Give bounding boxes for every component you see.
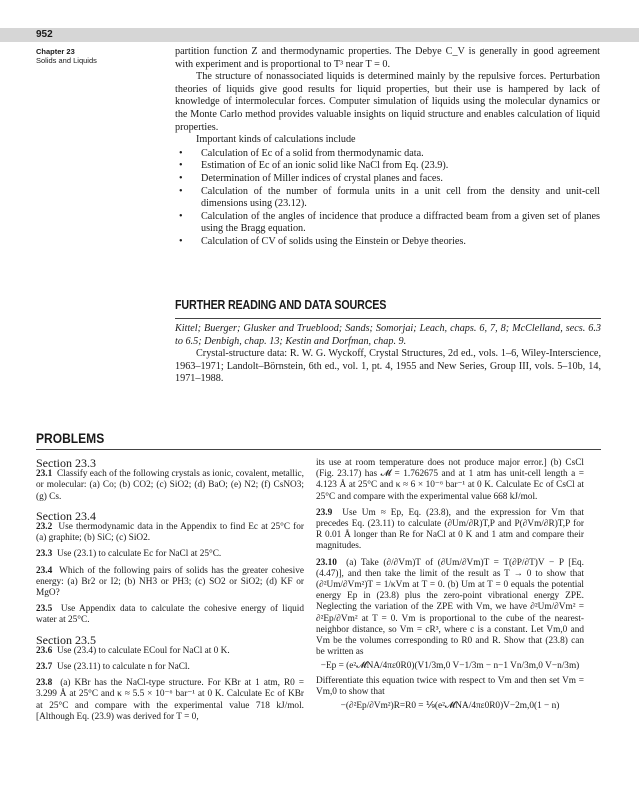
- problem-23-8-continued: its use at room temperature does not produce major error.] (b) CsCl (Fig. 23.17) has 𝓜 = 1.762675 and at 1 atm has unit-cell length a = 4.123 Å at 25°C and κ ≈ 6 × 10⁻⁶ bar⁻¹ at 0 K. Calculate Ec of CsCl at 25°C and compare with the experimental value 668 kJ/mol.: [316, 458, 584, 502]
- intro-paragraph-3: Important kinds of calculations include: [196, 134, 356, 146]
- problem-text: (a) KBr has the NaCl-type structure. For KBr at 1 atm, R0 = 3.299 Å at 25°C and κ ≈ 5.5 × 10⁻⁶ bar⁻¹ at 0 K. Calculate Ec of KBr at 25°C and compare with the experimental value 718 kJ/mol. [Although Eq. (23.9) was derived for T = 0,: [36, 678, 304, 722]
- problem-text: Use (23.1) to calculate Ec for NaCl at 25°C.: [56, 549, 222, 560]
- section-heading: Section 23.4: [36, 508, 96, 523]
- problems-right-column: [316, 458, 584, 715]
- problem-text: Use (23.11) to calculate n for NaCl.: [56, 662, 190, 673]
- section-heading: Section 23.3: [36, 456, 96, 470]
- problem-text: Use Um ≈ Ep, Eq. (23.8), and the expression for Vm that precedes Eq. (23.11) to calculate (∂Um/∂R)T,P and P(∂Vm/∂R)T,P for R 0.01 Å longer than Re for NaCl at 0 K and 1 atm and compare their magnitudes.: [316, 507, 585, 552]
- intro-text: [175, 46, 600, 249]
- problem-23-3: 23.3 Use (23.1) to calculate Ec for NaCl at 25°C.: [36, 549, 222, 560]
- chapter-label: Chapter 23: [36, 47, 75, 56]
- problem-23-10-text: Differentiate this equation twice with respect to Vm and then set Vm = Vm,0 to show that: [316, 675, 584, 697]
- intro-paragraph-2: The structure of nonassociated liquids is determined mainly by the repulsive forces. Perturbation theories of liquids give good results for liquid properties, but their use is hampered by lack of knowledge of intermolecular forces. Computer simulation of liquids using the molecular dynamics or the Monte Carlo method provides valuable insights on liquid structure and enables calculation of liquid properties.: [175, 71, 600, 133]
- list-item: • Calculation of the angles of incidence that produce a diffracted beam from a given set of planes using the Bragg equation.: [175, 211, 600, 236]
- further-reading-heading: FURTHER READING AND DATA SOURCES: [175, 298, 387, 312]
- list-item: • Determination of Miller indices of crystal planes and faces.: [175, 173, 600, 186]
- problem-23-9: 23.9 Use Um ≈ Ep, Eq. (23.8), and the expression for Vm that precedes Eq. (23.11) to calculate (∂Um/∂R)T,P and P(∂Vm/∂R)T,P for R 0.01 Å longer than Re for NaCl at 0 K and 1 atm and compare their magnitudes.: [316, 507, 585, 552]
- intro-paragraph-1: partition function Z and thermodynamic properties. The Debye C_V is generally in good agreement with experiment and is proportional to T³ near T = 0.: [175, 46, 600, 70]
- problem-23-4: 23.4 Which of the following pairs of solids has the greater cohesive energy: (a) Br2 or I2; (b) NH3 or PH3; (c) SO2 or SiO2; (d) KF or MgO?: [36, 565, 304, 599]
- divider: [36, 449, 601, 450]
- equation: −Ep = (e²𝓜NA/4πε0R0)(V1/3m,0 V−1/3m − n−1 Vn/3m,0 V−n/3m): [320, 661, 580, 672]
- chapter-title: Solids and Liquids: [36, 56, 97, 65]
- calculation-list: [175, 148, 600, 249]
- problem-text: Use (23.4) to calculate ECoul for NaCl at 0 K.: [56, 645, 230, 656]
- further-reading-paragraph-1: Kittel; Buerger; Glusker and Trueblood; Sands; Somorjai; Leach, chaps. 6, 7, 8; McClelland, secs. 6.3 to 6.5; Denbigh, chap. 13; Kestin and Dorfman, chap. 9.: [175, 323, 601, 347]
- problem-text: Which of the following pairs of solids has the greater cohesive energy: (a) Br2 or I2; (b) NH3 or PH3; (c) SO2 or SiO2; (d) KF or MgO?: [36, 565, 304, 599]
- problem-23-6: 23.6 Use (23.4) to calculate ECoul for NaCl at 0 K.: [36, 645, 230, 656]
- problem-text: Classify each of the following crystals as ionic, covalent, metallic, or molecular: (a) Co; (b) CO2; (c) SiO2; (d) BaO; (e) N2; (f) CsNO3; (g) Cs.: [36, 469, 305, 502]
- problem-23-2: 23.2 Use thermodynamic data in the Appendix to find Ec at 25°C for (a) graphite; (b) SiC; (c) SiO2.: [36, 522, 304, 544]
- list-item: • Calculation of CV of solids using the Einstein or Debye theories.: [175, 236, 600, 249]
- problem-23-5: 23.5 Use Appendix data to calculate the cohesive energy of liquid water at 25°C.: [36, 604, 304, 626]
- page-number: 952: [36, 29, 53, 40]
- page-header-bar: [0, 28, 639, 42]
- problem-23-7: 23.7 Use (23.11) to calculate n for NaCl.: [36, 662, 190, 673]
- further-reading-paragraph-2: Crystal-structure data: R. W. G. Wyckoff, Crystal Structures, 2d ed., vols. 1–6, Wiley-Interscience, 1963–1971; Landolt–Börnstein, 6th ed., vol. 1, pt. 4, 1955 and New Series, Group III, vols. 5–10b, 14, 1971–1988.: [175, 348, 601, 385]
- problems-heading: PROBLEMS: [36, 430, 105, 446]
- problem-23-8: 23.8 (a) KBr has the NaCl-type structure. For KBr at 1 atm, R0 = 3.299 Å at 25°C and κ ≈ 5.5 × 10⁻⁶ bar⁻¹ at 0 K. Calculate Ec of KBr at 25°C and compare with the experimental value 718 kJ/mol. [Although Eq. (23.9) was derived for T = 0,: [36, 678, 304, 722]
- problem-23-10: 23.10 (a) Take (∂/∂Vm)T of (∂Um/∂Vm)T = T(∂P/∂T)V − P [Eq. (4.47)], and then take the limit of the result as T → 0 to show that (∂²Um/∂Vm²)T = 1/κVm at T = 0. (b) Um at T = 0 equals the potential energy Ep in (23.8) plus the zero-point vibrational energy ZPE. Neglecting the variation of the ZPE with Vm, we have ∂²Um/∂Vm² = ∂²Ep/∂Vm² at T = 0. Vm is proportional to the cube of the nearest-neighbor distance, so Vm = cR³, where c is a constant. Let Vm,0 and Vm be the volumes corresponding to R0 and R. Show that (23.8) can be written as: [316, 557, 584, 658]
- list-item: • Estimation of Ec of an ionic solid like NaCl from Eq. (23.9).: [175, 160, 600, 173]
- problem-text: Use thermodynamic data in the Appendix to find Ec at 25°C for (a) graphite; (b) SiC; (c) SiO2.: [36, 522, 304, 544]
- further-reading-body: [175, 323, 601, 386]
- problem-text: Use Appendix data to calculate the cohesive energy of liquid water at 25°C.: [36, 604, 304, 626]
- section-heading: Section 23.5: [36, 632, 96, 647]
- problem-text: (a) Take (∂/∂Vm)T of (∂Um/∂Vm)T = T(∂P/∂T)V − P [Eq. (4.47)], and then take the limit of the result as T → 0 to show that (∂²Um/∂Vm²)T = 1/κVm at T = 0. (b) Um at T = 0 equals the potential energy Ep in (23.8) plus the zero-point vibrational energy ZPE. Neglecting the variation of the ZPE with Vm, we have ∂²Um/∂Vm² = ∂²Ep/∂Vm² at T = 0. Vm is proportional to the cube of the nearest-neighbor distance, so Vm = cR³, where c is a constant. Let Vm,0 and Vm be the volumes corresponding to R0 and R. Show that (23.8) can be written as: [316, 557, 584, 658]
- equation: −(∂²Ep/∂Vm²)R=R0 = ⅑(e²𝓜NA/4πε0R0)V−2m,0(1 − n): [340, 701, 560, 712]
- divider: [175, 318, 601, 319]
- problem-23-1: 23.1 Classify each of the following crystals as ionic, covalent, metallic, or molecular: (a) Co; (b) CO2; (c) SiO2; (d) BaO; (e) N2; (f) CsNO3; (g) Cs.: [36, 469, 305, 502]
- problems-left-column: [36, 458, 304, 728]
- list-item: • Calculation of Ec of a solid from thermodynamic data.: [175, 148, 600, 161]
- list-item: • Calculation of the number of formula units in a unit cell from the density and unit-cell dimensions using (23.12).: [175, 186, 600, 211]
- running-head: [36, 47, 97, 65]
